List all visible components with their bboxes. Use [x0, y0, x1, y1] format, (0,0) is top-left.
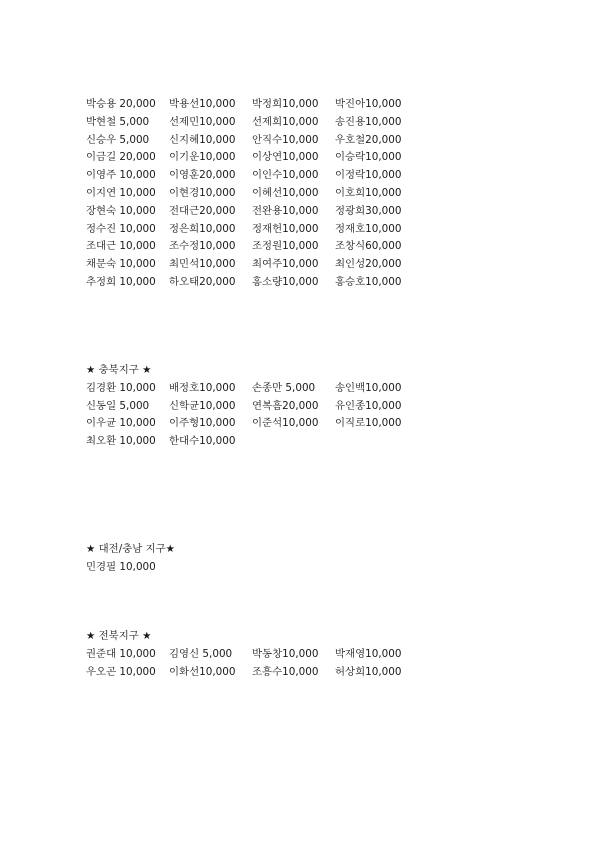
donor-entry: 이우균 10,000 — [86, 417, 156, 430]
donor-row — [86, 664, 526, 682]
donor-entry: 이승락10,000 — [335, 151, 402, 164]
donor-row — [86, 167, 526, 185]
donor-entry: 허상희10,000 — [335, 665, 402, 678]
donor-entry: 추정희 10,000 — [86, 275, 156, 288]
donor-entry: 이영주 10,000 — [86, 169, 156, 182]
donor-entry: 박승용 20,000 — [86, 98, 156, 110]
donor-entry: 최민석10,000 — [169, 258, 236, 271]
donor-entry: 채문숙 10,000 — [86, 258, 156, 271]
donor-row — [86, 646, 526, 664]
donor-entry: 배정호10,000 — [169, 381, 236, 394]
section-title: ★ 충북지구 ★ — [86, 364, 152, 376]
donor-entry: 안직수10,000 — [252, 133, 319, 146]
section-title: ★ 전북지구 ★ — [86, 630, 152, 642]
donor-entry: 송진용10,000 — [335, 115, 402, 128]
donor-entry: 신동일 5,000 — [86, 399, 150, 412]
donor-row — [86, 132, 526, 150]
donor-entry: 이주형10,000 — [169, 417, 236, 430]
donor-entry: 우호철20,000 — [335, 133, 402, 146]
donor-entry: 김영신 5,000 — [169, 647, 233, 660]
donor-entry: 권준대 10,000 — [86, 647, 156, 660]
donor-entry: 하오태20,000 — [169, 275, 236, 288]
donor-row — [86, 274, 526, 292]
donor-entry: 손종만 5,000 — [252, 381, 316, 394]
donor-entry: 전완용10,000 — [252, 204, 319, 217]
donor-entry: 최여주10,000 — [252, 258, 319, 271]
donor-entry: 정재헌10,000 — [252, 222, 319, 235]
donor-row — [86, 256, 526, 274]
donor-entry: 조흥수10,000 — [252, 665, 319, 678]
donor-entry: 정재호10,000 — [335, 222, 402, 235]
donor-entry: 이호희10,000 — [335, 186, 402, 199]
donor-entry: 장현숙 10,000 — [86, 204, 156, 217]
donor-row — [86, 185, 526, 203]
donor-entry: 송인백10,000 — [335, 381, 402, 394]
donor-entry: 한대수10,000 — [169, 435, 236, 448]
donor-entry: 유인종10,000 — [335, 399, 402, 412]
donor-entry: 정수진 10,000 — [86, 222, 156, 235]
donor-entry: 이기운10,000 — [169, 151, 236, 164]
donor-entry: 이현경10,000 — [169, 186, 236, 199]
donor-entry: 신학균10,000 — [169, 399, 236, 412]
donor-list — [86, 380, 526, 451]
donor-entry: 이혜선10,000 — [252, 186, 319, 199]
section-title: ★ 대전/충남 지구★ — [86, 543, 175, 555]
donor-entry: 이인수10,000 — [252, 169, 319, 182]
donor-section-main — [86, 96, 526, 292]
donor-row — [86, 433, 526, 451]
donor-entry: 박진아10,000 — [335, 98, 402, 110]
donor-entry: 전대근20,000 — [169, 204, 236, 217]
donor-row — [86, 415, 526, 433]
donor-entry: 박동창10,000 — [252, 647, 319, 660]
donor-row — [86, 238, 526, 256]
donor-list — [86, 559, 526, 577]
donor-row — [86, 221, 526, 239]
donor-entry: 조정원10,000 — [252, 240, 319, 253]
donor-entry: 이영훈20,000 — [169, 169, 236, 182]
donor-row — [86, 398, 526, 416]
donor-entry: 홍승호10,000 — [335, 275, 402, 288]
donor-entry: 연복흠20,000 — [252, 399, 319, 412]
donor-entry: 이직로10,000 — [335, 417, 402, 430]
donor-entry: 정은희10,000 — [169, 222, 236, 235]
donor-entry: 이상연10,000 — [252, 151, 319, 164]
donor-entry: 김경환 10,000 — [86, 381, 156, 394]
donor-section-daejeon — [86, 541, 526, 577]
donor-entry: 정광희30,000 — [335, 204, 402, 217]
donor-section-jeonbuk — [86, 628, 526, 681]
donor-entry: 이화선10,000 — [169, 665, 236, 678]
donor-entry: 홍소량10,000 — [252, 275, 319, 288]
donor-entry: 박재영10,000 — [335, 647, 402, 660]
donor-entry: 박정희10,000 — [252, 98, 319, 110]
donor-entry: 선제민10,000 — [169, 115, 236, 128]
donor-row — [86, 114, 526, 132]
donor-entry: 조수정10,000 — [169, 240, 236, 253]
donor-entry: 박현철 5,000 — [86, 115, 150, 128]
donor-entry: 신지혜10,000 — [169, 133, 236, 146]
donor-entry: 최오환 10,000 — [86, 435, 156, 448]
donor-entry: 민경필 10,000 — [86, 560, 156, 573]
donor-entry: 이금길 20,000 — [86, 151, 156, 164]
donor-entry: 이지연 10,000 — [86, 186, 156, 199]
donor-entry: 박용선10,000 — [169, 98, 236, 110]
donor-entry: 조창식60,000 — [335, 240, 402, 253]
donor-entry: 이정락10,000 — [335, 169, 402, 182]
donor-entry: 조대근 10,000 — [86, 240, 156, 253]
donor-row — [86, 380, 526, 398]
donor-section-chungbuk — [86, 362, 526, 451]
donor-list — [86, 96, 526, 292]
donor-row — [86, 203, 526, 221]
donor-entry: 선제희10,000 — [252, 115, 319, 128]
donor-list — [86, 646, 526, 682]
donor-row — [86, 559, 526, 577]
donor-entry: 최인성20,000 — [335, 258, 402, 271]
donor-row — [86, 96, 526, 114]
donor-entry: 이준석10,000 — [252, 417, 319, 430]
donor-entry: 신승우 5,000 — [86, 133, 150, 146]
donor-row — [86, 149, 526, 167]
donor-entry: 우오곤 10,000 — [86, 665, 156, 678]
